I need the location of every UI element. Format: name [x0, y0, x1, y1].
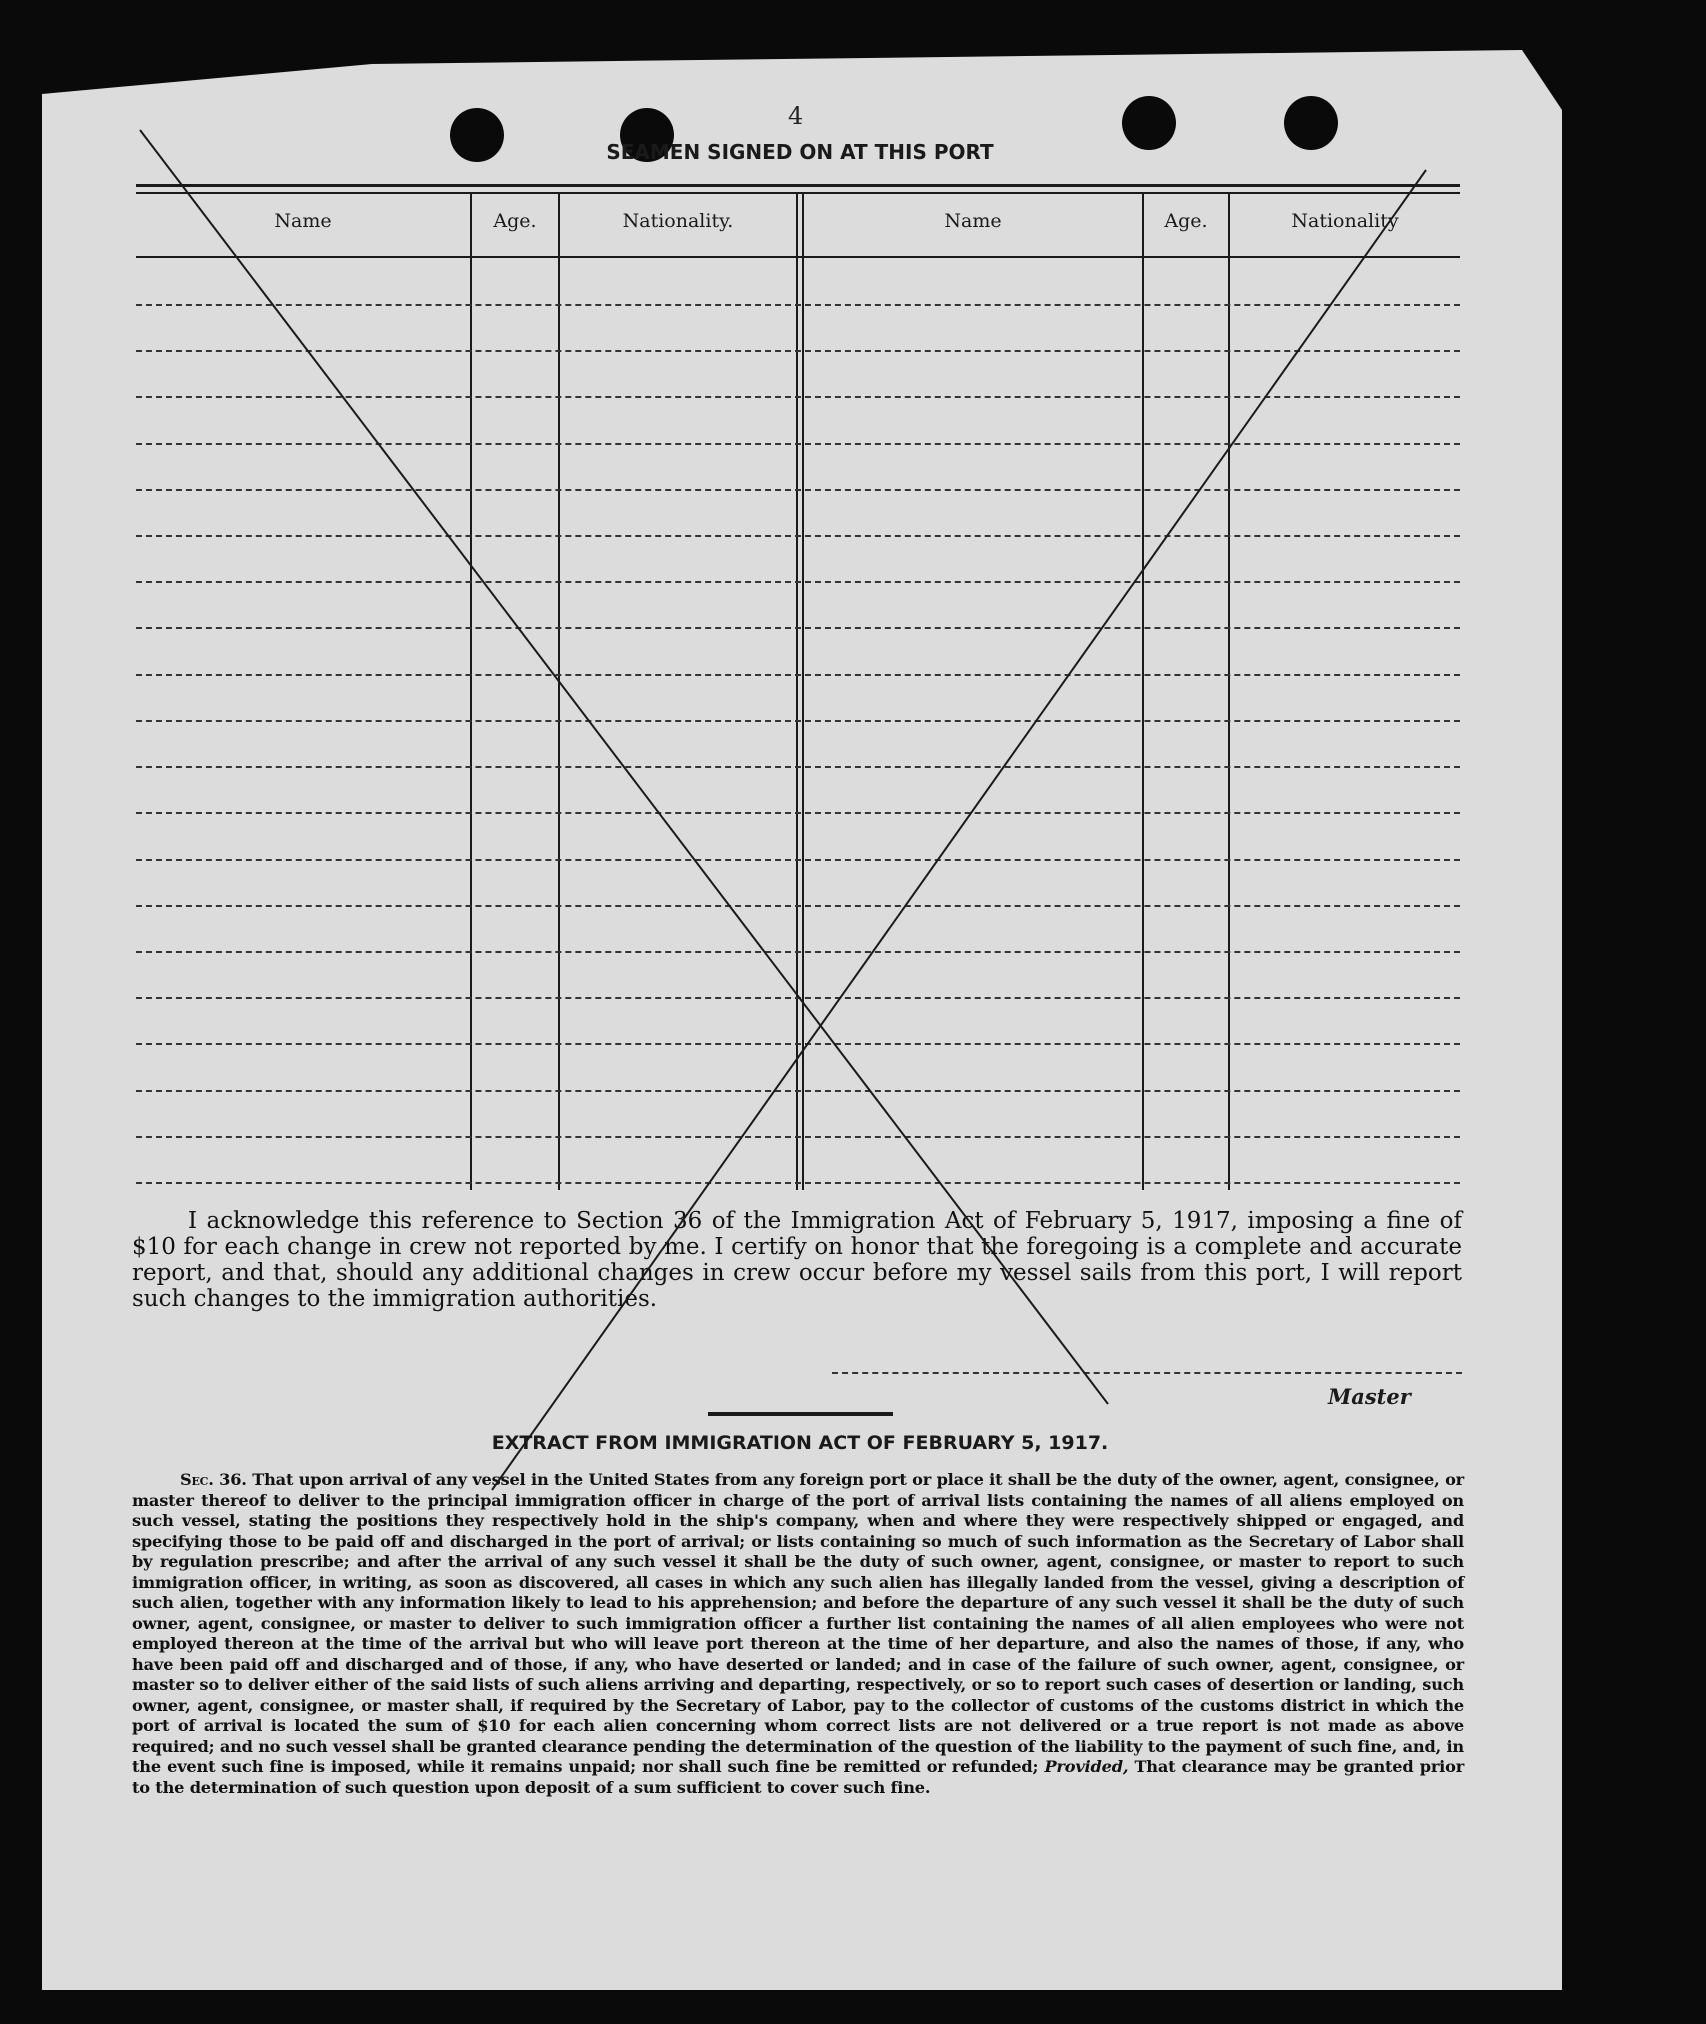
extract-title: EXTRACT FROM IMMIGRATION ACT OF FEBRUARY 5, 1917. — [491, 1432, 1109, 1454]
column-header-age: Age. — [493, 210, 537, 232]
section-label: Sec. 36. — [180, 1470, 247, 1489]
column-header-nationality: Nationality. — [622, 210, 734, 232]
extract-text: That upon arrival of any vessel in the United States from any foreign port or place it shall be the duty of the owner, agent, consignee, or master thereof to deliver to the principal immigration officer in charge of the port of arrival lists containing the names of all aliens employed on such vessel, stating the positions they respectively hold in the ship's company, when and where they were respectively shipped or engaged, and specifying those to be paid off and discharged in the port of arrival; or lists containing so much of such information as the Secretary of Labor shall by regulation prescribe; and after the arrival of any such vessel it shall be the duty of such owner, agent, consignee, or master to report to such immigration officer, in writing, as soon as discovered, all cases in which any such alien has illegally landed from the vessel, giving a description of such alien, together with any information likely to lead to his apprehension; and before the departure of any such vessel it shall be the duty of such owner, agent, consignee, or master to deliver to such immigration officer a further list containing the names of all alien employees who were not employed thereon at the time of the arrival but who will leave port thereon at the time of her departure, and also the names of those, if any, who have been paid off and discharged and of those, if any, who have deserted or landed; and in case of the failure of such owner, agent, consignee, or master so to deliver either of the said lists of such aliens arriving and departing, respectively, or so to report such cases of desertion or landing, such owner, agent, consignee, or master shall, if required by the Secretary of Labor, pay to the collector of customs of the customs district in which the port of arrival is located the sum of $10 for each alien concerning whom correct lists are not delivered or a true report is not made as above required; and no such vessel shall be granted clearance pending the determination of the question of the liability to the payment of such fine, and, in the event such fine is imposed, while it remains unpaid; nor shall such fine be remitted or refunded; — [132, 1470, 1464, 1776]
cross-out-stroke — [140, 130, 1108, 1404]
column-header-name: Name — [274, 210, 332, 232]
provided-word: Provided, — [1044, 1757, 1129, 1776]
cross-out-stroke — [492, 170, 1426, 1490]
certification-statement: I acknowledge this reference to Section 36 of the Immigration Act of February 5, 1917, imposing a fine of $10 for each change in crew not reported by me. I certify on honor that the foregoing is a complete and accurate report, and that, should any additional changes in crew occur before my vessel sails from this port, I will report such changes to the immigration authorities. — [132, 1208, 1462, 1312]
column-header-age: Age. — [1164, 210, 1208, 232]
page-number: 4 — [788, 102, 804, 130]
signature-label: Master — [1328, 1384, 1411, 1409]
extract-text-end: That clearance may be granted prior to the determination of such question upon deposit of a sum sufficient to cover such fine. — [132, 1757, 1465, 1797]
page-title: SEAMEN SIGNED ON AT THIS PORT — [606, 140, 994, 164]
column-header-name: Name — [944, 210, 1002, 232]
column-header-nationality: Nationality — [1291, 210, 1399, 232]
